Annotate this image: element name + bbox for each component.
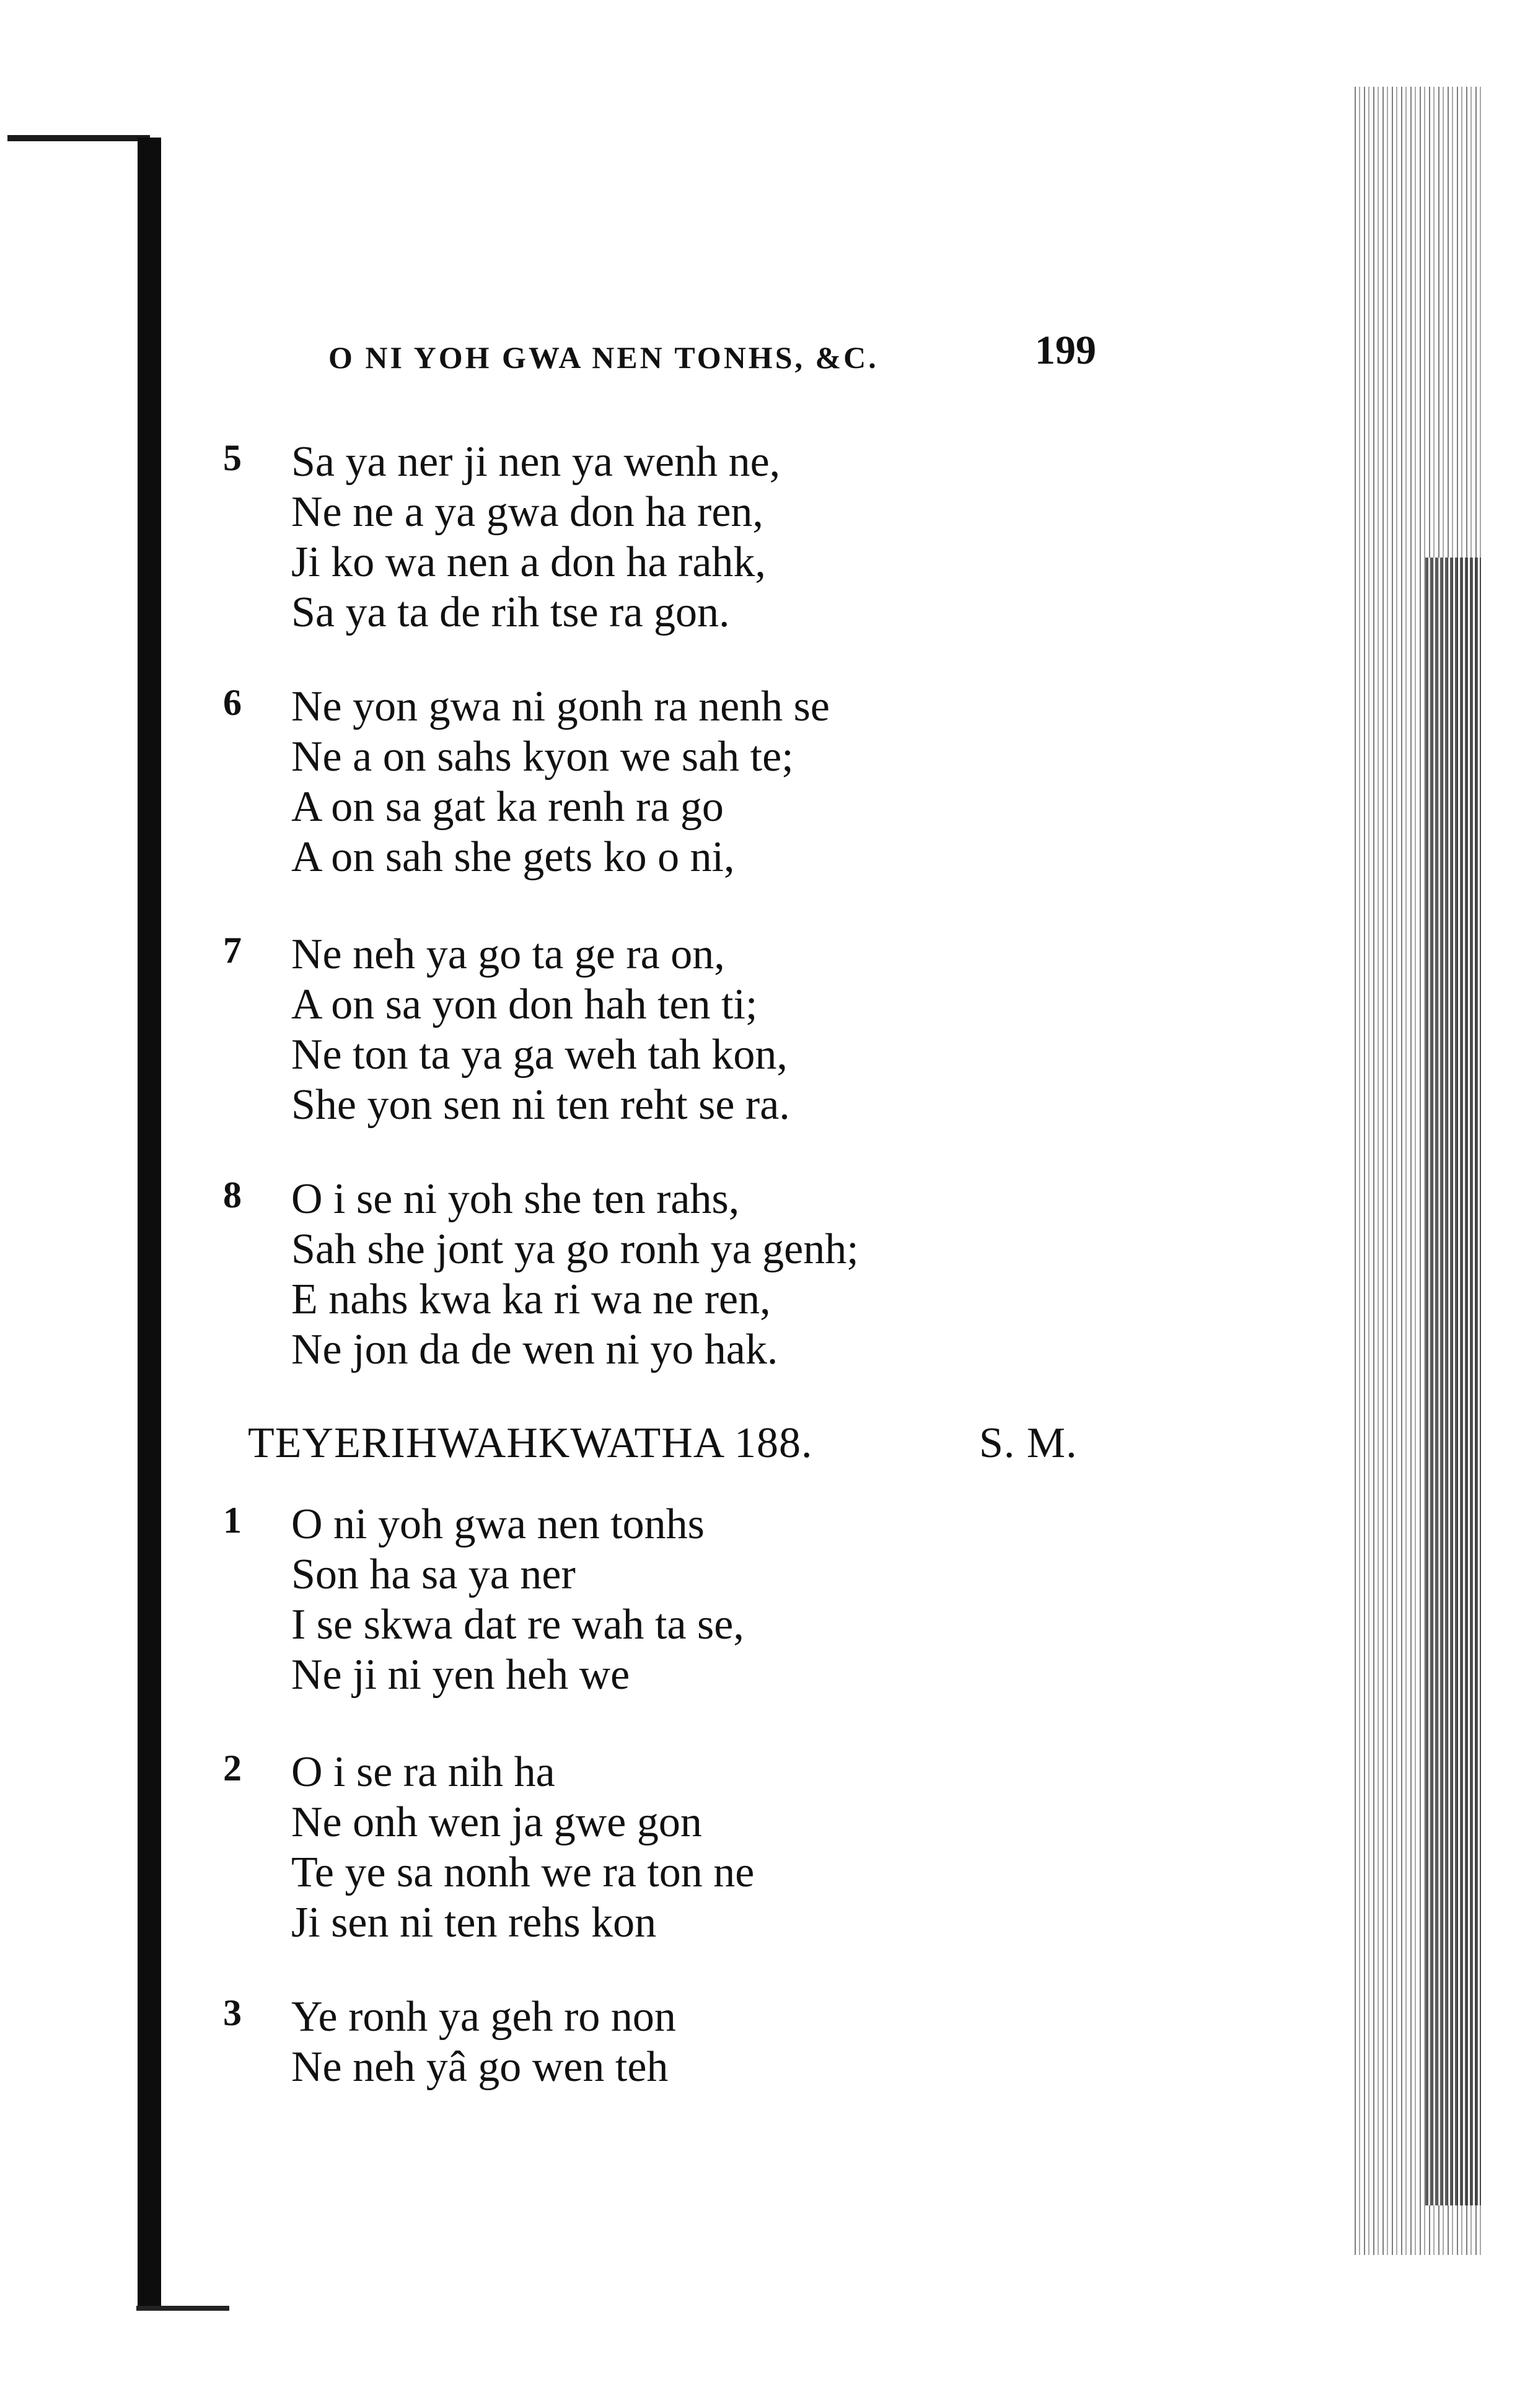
verse-line: Sa ya ner ji nen ya wenh ne,: [291, 438, 781, 486]
verse-line: A on sa yon don hah ten ti;: [291, 981, 758, 1028]
verse-line: Ne neh ya go ta ge ra on,: [291, 930, 725, 978]
binding-foot-rule: [136, 2306, 229, 2311]
verse-number: 5: [223, 437, 242, 478]
verse-lines: [291, 1174, 859, 1375]
page-number: 199: [1035, 328, 1096, 373]
verse-line: Ne ji ni yen heh we: [291, 1651, 630, 1699]
verse-line: Ji ko wa nen a don ha rahk,: [291, 538, 766, 586]
verse-number: 7: [223, 930, 242, 971]
page-edge-shadow: [1425, 558, 1481, 2205]
verse-line: Sa ya ta de rih tse ra gon.: [291, 589, 730, 636]
verse-line: Ye ronh ya geh ro non: [291, 1993, 676, 2041]
verse-line: A on sah she gets ko o ni,: [291, 833, 735, 881]
verse-line: Ne onh wen ja gwe gon: [291, 1798, 702, 1846]
tune-heading: [248, 1419, 1078, 1468]
binding-top-rule: [7, 135, 150, 141]
verse-number: 1: [223, 1500, 242, 1541]
tune-meter: S. M.: [979, 1419, 1078, 1467]
verse-number: 3: [223, 1992, 242, 2033]
verse-number: 2: [223, 1748, 242, 1788]
verse-lines: [291, 1499, 744, 1700]
verse-line: O ni yoh gwa nen tonhs: [291, 1500, 705, 1548]
verse-line: Te ye sa nonh we ra ton ne: [291, 1849, 755, 1896]
verse-line: Sah she jont ya go ronh ya genh;: [291, 1225, 859, 1273]
running-title: O NI YOH GWA NEN TONHS, &C.: [328, 340, 879, 375]
verse-line: Ne ton ta ya ga weh tah kon,: [291, 1031, 788, 1079]
tune-name: TEYERIHWAHKWATHA 188.: [248, 1419, 813, 1467]
verse-line: Son ha sa ya ner: [291, 1551, 576, 1598]
verse-line: Ne a on sahs kyon we sah te;: [291, 733, 794, 781]
verse-line: E nahs kwa ka ri wa ne ren,: [291, 1276, 771, 1323]
verse-line: Ne jon da de wen ni yo hak.: [291, 1326, 778, 1373]
verse-line: O i se ra nih ha: [291, 1748, 555, 1796]
verse-line: Ne neh yâ go wen teh: [291, 2043, 669, 2091]
verse-line: Ne ne a ya gwa don ha ren,: [291, 488, 763, 536]
verse-lines: [291, 1992, 676, 2092]
verse-line: O i se ni yoh she ten rahs,: [291, 1175, 740, 1223]
verse-number: 8: [223, 1175, 242, 1215]
verse-lines: [291, 681, 830, 882]
verse-lines: [291, 1747, 754, 1948]
verse-number: 6: [223, 682, 242, 723]
verse-lines: [291, 929, 790, 1130]
binding-spine-shadow: [138, 138, 161, 2306]
verse-line: Ne yon gwa ni gonh ra nenh se: [291, 683, 830, 730]
verse-line: She yon sen ni ten reht se ra.: [291, 1081, 790, 1129]
verse-line: I se skwa dat re wah ta se,: [291, 1601, 744, 1648]
verse-line: A on sa gat ka renh ra go: [291, 783, 724, 831]
verse-line: Ji sen ni ten rehs kon: [291, 1899, 657, 1946]
verse-lines: [291, 437, 780, 637]
